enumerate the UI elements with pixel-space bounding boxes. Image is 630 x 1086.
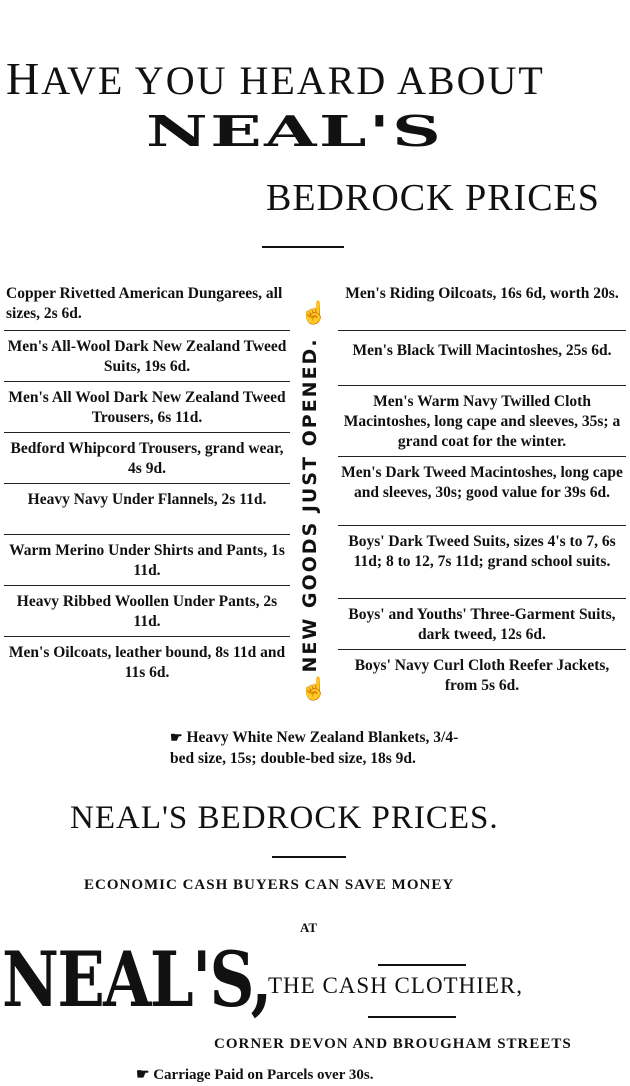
carriage-line: [136, 1065, 373, 1084]
pointing-hand-icon: ☛: [136, 1067, 154, 1083]
bedrock-repeat: NEAL'S BEDROCK PRICES.: [70, 800, 499, 836]
pointing-hand-icon: ☛: [170, 731, 183, 746]
left-column: [4, 284, 290, 683]
divider: [338, 385, 626, 386]
list-item: Heavy Navy Under Flannels, 2s 11d.: [27, 491, 267, 508]
address-line: CORNER DEVON AND BROUGHAM STREETS: [214, 1036, 572, 1052]
headline: [6, 52, 606, 105]
list-item: Boys' Dark Tweed Suits, sizes 4's to 7, 6s 11d; 8 to 12, 7s 11d; grand school suits.: [348, 533, 616, 570]
list-item: Men's Warm Navy Twilled Cloth Macintoshes, long cape and sleeves, 35s; a grand coat for the winter.: [343, 393, 621, 450]
clothier-line: THE CASH CLOTHIER,: [268, 973, 524, 998]
divider: [272, 856, 346, 858]
list-item: Men's Black Twill Macintoshes, 25s 6d.: [352, 342, 612, 359]
pointing-hand-icon: ☝: [300, 676, 328, 701]
list-item: Boys' and Youths' Three-Garment Suits, dark tweed, 12s 6d.: [348, 606, 616, 643]
divider: [4, 636, 290, 637]
divider: [4, 381, 290, 382]
divider: [4, 483, 290, 484]
vertical-banner-text: NEW GOODS JUST OPENED.: [299, 337, 321, 673]
blankets-text: Heavy White New Zealand Blankets, 3/4-bed size, 15s; double-bed size, 18s 9d.: [170, 729, 459, 767]
list-item: Boys' Navy Curl Cloth Reefer Jackets, from 5s 6d.: [354, 657, 610, 694]
divider: [4, 330, 290, 331]
list-item: Warm Merino Under Shirts and Pants, 1s 11d.: [9, 542, 285, 579]
pointing-hand-icon: ☝: [300, 300, 328, 325]
headline-initial: H: [6, 53, 42, 104]
divider: [338, 598, 626, 599]
divider: [338, 649, 626, 650]
tagline: BEDROCK PRICES: [266, 177, 600, 219]
list-item: Heavy Ribbed Woollen Under Pants, 2s 11d.: [16, 593, 278, 630]
list-item: Bedford Whipcord Trousers, grand wear, 4s 9d.: [10, 440, 284, 477]
brand-heading: NEAL'S: [146, 106, 444, 156]
divider: [338, 330, 626, 331]
headline-rest: AVE YOU HEARD ABOUT: [41, 58, 545, 103]
list-item: Men's Dark Tweed Macintoshes, long cape and sleeves, 30s; good value for 39s 6d.: [341, 464, 623, 501]
vertical-banner: [288, 300, 332, 710]
brand-big: NEAL'S,: [2, 935, 271, 1024]
carriage-text: Carriage Paid on Parcels over 30s.: [153, 1067, 374, 1083]
right-column: [338, 284, 626, 696]
list-item: Men's Riding Oilcoats, 16s 6d, worth 20s.: [345, 285, 619, 302]
list-item: Copper Rivetted American Dungarees, all sizes, 2s 6d.: [6, 285, 283, 322]
at-line: AT: [300, 920, 318, 935]
divider: [4, 534, 290, 535]
divider: [4, 585, 290, 586]
economic-line: ECONOMIC CASH BUYERS CAN SAVE MONEY: [84, 877, 455, 893]
divider: [338, 456, 626, 457]
list-item: Men's All Wool Dark New Zealand Tweed Trousers, 6s 11d.: [8, 389, 286, 426]
divider: [262, 246, 344, 248]
divider: [4, 432, 290, 433]
blankets-item: [170, 728, 470, 769]
list-item: Men's Oilcoats, leather bound, 8s 11d and 11s 6d.: [8, 644, 286, 681]
list-item: Men's All-Wool Dark New Zealand Tweed Suits, 19s 6d.: [7, 338, 287, 375]
divider: [368, 1016, 456, 1018]
divider: [338, 525, 626, 526]
divider: [378, 964, 466, 966]
